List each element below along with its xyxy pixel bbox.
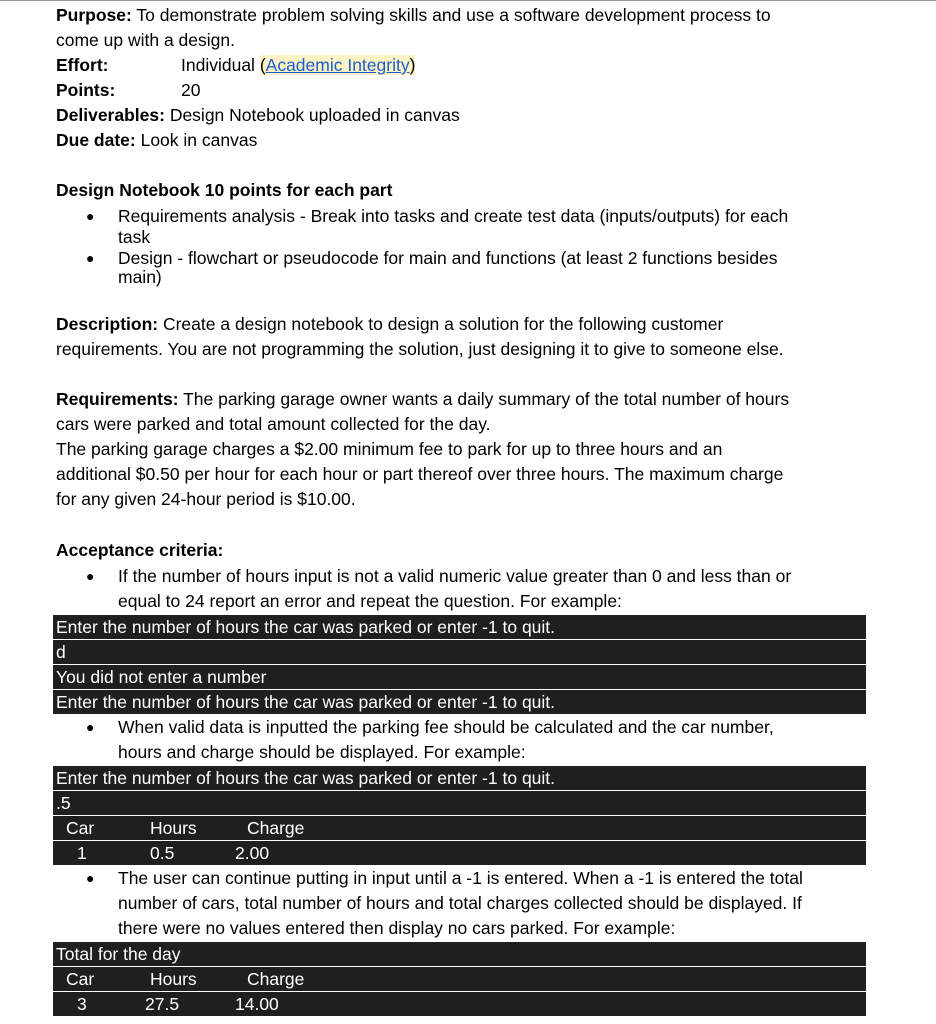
acceptance-heading: Acceptance criteria: [56, 540, 224, 560]
notebook-item-1-line-1: Requirements analysis - Break into tasks and create test data (inputs/outputs) for each [118, 206, 789, 226]
charge-total: 14.00 [235, 994, 279, 1014]
paren-close: ) [409, 55, 416, 75]
criterion-2-line-2: hours and charge should be displayed. For example: [118, 742, 526, 762]
notebook-item-1-line-2: task [118, 227, 151, 247]
col-car: Car [66, 969, 95, 989]
points-value: 20 [181, 80, 201, 100]
col-hours: Hours [150, 818, 197, 838]
deliverables-label: Deliverables: [56, 105, 165, 125]
academic-integrity-highlight [260, 55, 416, 75]
criterion-3-line-3: there were no values entered then display no cars parked. For example: [118, 918, 676, 938]
criterion-3-line-1: The user can continue putting in input until a -1 is entered. When a -1 is entered the total [118, 868, 803, 888]
example-2-row [53, 766, 866, 790]
col-charge: Charge [247, 969, 305, 989]
bullet-icon: ● [86, 719, 95, 735]
bullet-icon: ● [86, 208, 95, 224]
requirements-text: The parking garage owner wants a daily summary of the total number of hours [178, 389, 790, 409]
example-2-header-row [53, 816, 866, 840]
console-error: You did not enter a number [56, 667, 267, 687]
car-total: 3 [77, 994, 87, 1014]
effort-value: Individual [181, 55, 260, 75]
example-1-row [53, 640, 866, 664]
col-car: Car [66, 818, 95, 838]
bullet-icon: ● [86, 870, 95, 886]
top-divider [0, 0, 936, 1]
description-label: Description: [56, 314, 159, 334]
requirements-line-2: cars were parked and total amount collected for the day. [56, 414, 491, 434]
effort-value-line [181, 54, 415, 76]
description-text: Create a design notebook to design a solution for the following customer [158, 314, 724, 334]
criterion-1-line-2: equal to 24 report an error and repeat the question. For example: [118, 591, 622, 611]
console-input: .5 [56, 793, 71, 813]
total-title: Total for the day [56, 944, 181, 964]
purpose-line-2: come up with a design. [56, 30, 235, 50]
console-prompt: Enter the number of hours the car was parked or enter -1 to quit. [56, 768, 556, 788]
requirements-line-5: for any given 24-hour period is $10.00. [56, 489, 356, 509]
example-2-row [53, 791, 866, 815]
example-3-title-row [53, 942, 866, 966]
hours-total: 27.5 [145, 994, 180, 1014]
hours-value: 0.5 [150, 843, 175, 863]
effort-label: Effort: [56, 55, 109, 75]
criterion-1-line-1: If the number of hours input is not a valid numeric value greater than 0 and less than or [118, 566, 792, 586]
console-prompt: Enter the number of hours the car was parked or enter -1 to quit. [56, 692, 556, 712]
notebook-item-2-line-2: main) [118, 267, 162, 287]
criterion-2-line-1: When valid data is inputted the parking fee should be calculated and the car number, [118, 717, 774, 737]
col-charge: Charge [247, 818, 305, 838]
example-1-row [53, 690, 866, 714]
due-date-label: Due date: [56, 130, 136, 150]
example-1-row [53, 615, 866, 639]
requirements-line-1 [56, 388, 789, 410]
example-3-header-row [53, 967, 866, 991]
notebook-item-2-line-1: Design - flowchart or pseudocode for main and functions (at least 2 functions besides [118, 248, 778, 268]
deliverables-value: Design Notebook uploaded in canvas [164, 105, 460, 125]
console-prompt: Enter the number of hours the car was parked or enter -1 to quit. [56, 617, 556, 637]
console-input: d [56, 642, 66, 662]
purpose-label: Purpose: [56, 5, 132, 25]
example-2-data-row [53, 841, 866, 865]
due-date-value: Look in canvas [135, 130, 258, 150]
requirements-line-4: additional $0.50 per hour for each hour or part thereof over three hours. The maximum charge [56, 464, 784, 484]
charge-value: 2.00 [235, 843, 270, 863]
deliverables-line [56, 104, 460, 126]
due-date-line [56, 129, 257, 151]
requirements-label: Requirements: [56, 389, 179, 409]
description-line-1 [56, 313, 723, 335]
description-line-2: requirements. You are not programming the solution, just designing it to give to someone else. [56, 339, 784, 359]
design-notebook-heading: Design Notebook 10 points for each part [56, 180, 393, 200]
requirements-line-3: The parking garage charges a $2.00 minimum fee to park for up to three hours and an [56, 439, 723, 459]
purpose-text: To demonstrate problem solving skills and use a software development process to [131, 5, 771, 25]
col-hours: Hours [150, 969, 197, 989]
car-value: 1 [77, 843, 87, 863]
purpose-line [56, 4, 771, 26]
bullet-icon: ● [86, 250, 95, 266]
bullet-icon: ● [86, 568, 95, 584]
points-label: Points: [56, 80, 116, 100]
academic-integrity-link[interactable]: Academic Integrity [265, 55, 410, 75]
example-3-data-row [53, 992, 866, 1016]
example-1-row [53, 665, 866, 689]
paren-open: ( [259, 55, 266, 75]
criterion-3-line-2: number of cars, total number of hours and total charges collected should be displayed. If [118, 893, 802, 913]
